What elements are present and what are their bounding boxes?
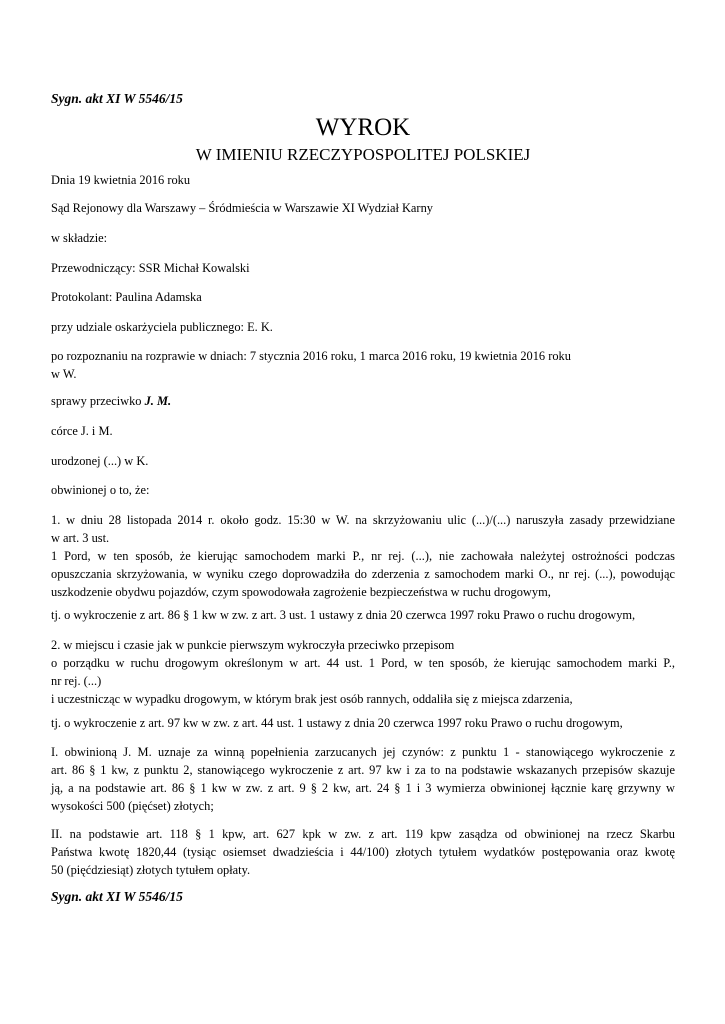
hearing-line: po rozpoznaniu na rozprawie w dniach: 7 stycznia 2016 roku, 1 marca 2016 roku, 19 kwietnia 2016 roku: [51, 349, 571, 363]
hearing-line: w W.: [51, 367, 77, 381]
judgment-title: WYROK: [315, 114, 411, 141]
ruling-2-line: II. na podstawie art. 118 § 1 kpw, art. 627 kpk w zw. z art. 119 kpw zasądza od obwinionej na rzecz Skarbu: [51, 827, 675, 841]
case-signature-top: Sygn. akt XI W 5546/15: [51, 91, 183, 106]
case-against-prefix: sprawy przeciwko: [51, 394, 145, 408]
charge-1-line: opuszczania skrzyżowania, w wyniku czego doprowadziła do zderzenia z samochodem marki O., nr rej. (...), powodując: [51, 567, 675, 581]
ruling-1-line: art. 86 § 1 kw, z punktu 2, stanowiącego wykroczenie z art. 97 kw i za to na podstawie wskazanych przepisów skazuje: [51, 763, 675, 777]
charge-2-line: nr rej. (...): [51, 674, 102, 688]
hearing-dates: [51, 347, 675, 383]
born-in-line: urodzonej (...) w K.: [51, 454, 149, 468]
charge-1-line: 1 Pord, w ten sposób, że kierując samochodem marki P., nr rej. (...), nie zachowała należytej ostrożności podczas: [51, 549, 675, 563]
ruling-1-line: wysokości 500 (pięćset) złotych;: [51, 799, 214, 813]
charge-1-line: w art. 3 ust.: [51, 531, 110, 545]
charge-1: [51, 511, 675, 601]
prosecutor-line: przy udziale oskarżyciela publicznego: E. K.: [51, 320, 273, 334]
case-signature-bottom: Sygn. akt XI W 5546/15: [51, 889, 183, 904]
charge-2-line: 2. w miejscu i czasie jak w punkcie pierwszym wykroczyła przeciwko przepisom: [51, 638, 455, 652]
case-against-line: [51, 392, 171, 410]
charge-2: [51, 636, 675, 708]
charge-1-legal-basis: tj. o wykroczenie z art. 86 § 1 kw w zw. z art. 3 ust. 1 ustawy z dnia 20 czerwca 1997 roku Prawo o ruchu drogowym,: [51, 608, 636, 622]
composition-label: w składzie:: [51, 231, 108, 245]
ruling-1-line: ją, a na podstawie art. 86 § 1 kw w zw. z art. 9 § 2 kw, art. 24 § 1 i 3 wymierza obwinionej łącznie karę grzywny w: [51, 781, 675, 795]
court-line: Sąd Rejonowy dla Warszawy – Śródmieścia w Warszawie XI Wydział Karny: [51, 201, 433, 215]
clerk-line: Protokolant: Paulina Adamska: [51, 290, 202, 304]
ruling-2: [51, 825, 675, 879]
ruling-2-line: Państwa kwotę 1820,44 (tysiąc osiemset dwadzieścia i 44/100) złotych tytułem wydatków postępowania oraz kwotę: [51, 845, 675, 859]
charge-2-line: i uczestnicząc w wypadku drogowym, w którym brak jest osób rannych, oddaliła się z miejsca zdarzenia,: [51, 692, 573, 706]
daughter-of-line: córce J. i M.: [51, 424, 113, 438]
ruling-1: [51, 743, 675, 815]
defendant-name: J. M.: [144, 394, 172, 408]
presiding-judge: Przewodniczący: SSR Michał Kowalski: [51, 261, 250, 275]
charge-2-line: o porządku w ruchu drogowym określonym w art. 44 ust. 1 Pord, w ten sposób, że kierując samochodem marki P.,: [51, 656, 675, 670]
ruling-2-line: 50 (pięćdziesiąt) złotych tytułem opłaty.: [51, 863, 251, 877]
date-line: Dnia 19 kwietnia 2016 roku: [51, 173, 191, 187]
judgment-subtitle: W IMIENIU RZECZYPOSPOLITEJ POLSKIEJ: [195, 145, 531, 164]
charge-1-line: uszkodzenie obydwu pojazdów, czym spowodowała zagrożenie bezpieczeństwa w ruchu drogowym,: [51, 585, 551, 599]
charge-1-line: 1. w dniu 28 listopada 2014 r. około godz. 15:30 w W. na skrzyżowaniu ulic (...)/(...) naruszyła zasady przewidziane: [51, 513, 675, 527]
ruling-1-line: I. obwinioną J. M. uznaje za winną popełnienia zarzucanych jej czynów: z punktu 1 - stanowiącego wykroczenie z: [51, 745, 675, 759]
charge-2-legal-basis: tj. o wykroczenie z art. 97 kw w zw. z art. 44 ust. 1 ustawy z dnia 20 czerwca 1997 roku Prawo o ruchu drogowym,: [51, 716, 623, 730]
charged-with-line: obwinionej o to, że:: [51, 483, 150, 497]
